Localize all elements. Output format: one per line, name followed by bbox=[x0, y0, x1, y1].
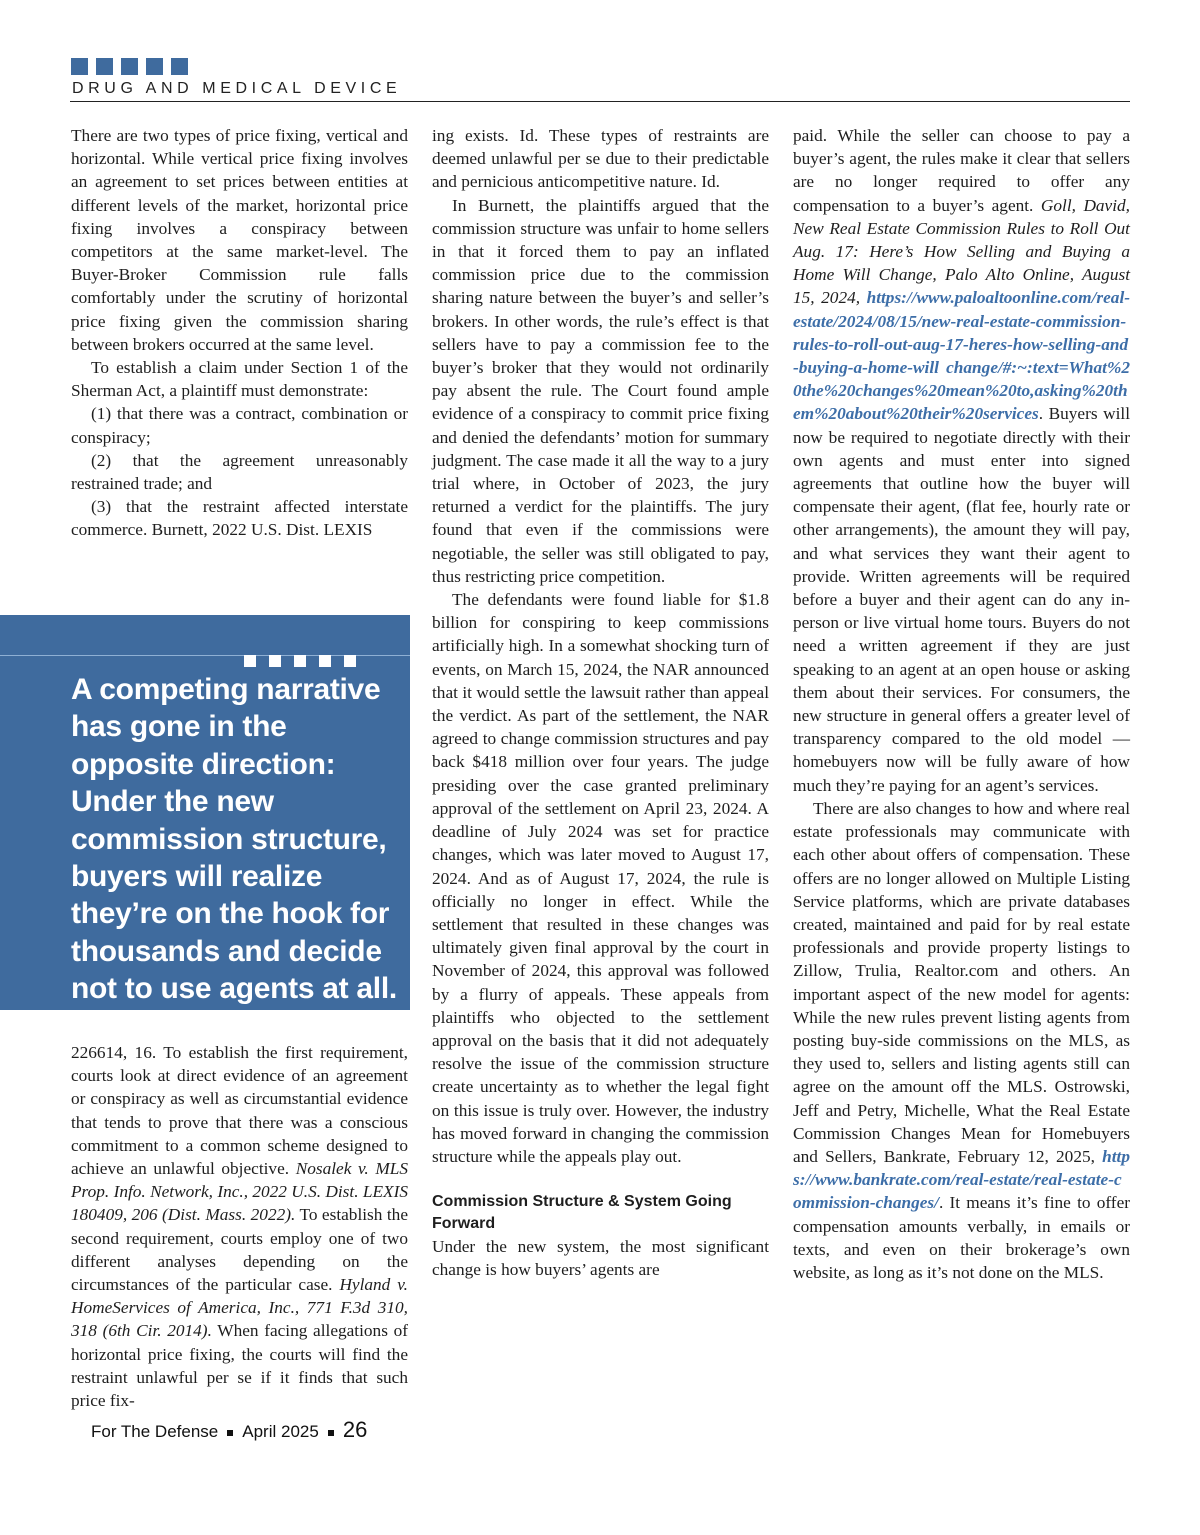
text: When facing allegations of horizontal price fixing, the courts will find the restraint unlawful per se if it finds that such price fix- bbox=[71, 1321, 408, 1411]
case-citation: Nosalek v. MLS Prop. Info. Network, Inc., 2022 U.S. Dist. LEXIS 180409, 206 (Dist. Mass. 2022). bbox=[71, 1159, 408, 1225]
citation-link[interactable]: https://www.paloaltoonline.com/real-estate/2024/08/15/new-real-estate-commission-rules-to-roll-out-aug-17-heres-how-selling-and-buying-a-home-will change/#:~:text=What%20the%20changes%20mean%20to,asking%20them%20about%20their%20services bbox=[793, 288, 1130, 424]
text: To establish the second requirement, courts employ one of two different analyses depending on the circumstances of the particular case. bbox=[71, 1205, 408, 1295]
header-square bbox=[96, 58, 113, 75]
paragraph: The defendants were found liable for $1.8 billion for conspiring to keep commissions artificially high. In a somewhat shocking turn of events, on March 15, 2024, the NAR announced that it would settle the lawsuit rather than appeal the verdict. As part of the settlement, the NAR agreed to change commission structures and pay back $418 million over four years. The judge presiding over the case granted preliminary approval of the settlement on April 23, 2024. A deadline of July 2024 was set for practice changes, which was later moved to August 17, 2024. And as of August 17, 2024, the rule is officially no longer in effect. While the settlement that resulted in these changes was ultimately given final approval by the court in November of 2024, this approval was followed by a flurry of appeals. These appeals from plaintiffs who objected to the settlement approval on the basis that it did not adequately resolve the issue of the commission structure create uncertainty as to whether the legal fight on this issue is truly over. However, the industry has moved forward in changing the commission structure while the appeals play out. bbox=[432, 590, 769, 1166]
header-square bbox=[146, 58, 163, 75]
pull-quote-square bbox=[244, 655, 256, 667]
header-rule bbox=[70, 101, 1130, 102]
header-square bbox=[121, 58, 138, 75]
paragraph: There are two types of price fixing, vertical and horizontal. While vertical price fixing involves an agreement to set prices between entities at different levels of the market, horizontal price fixing involves a conspiracy between competitors at the same market-level. The Buyer-Broker Commission rule falls comfortably under the scrutiny of horizontal price fixing given the commission sharing between brokers occurred at the same level. bbox=[71, 126, 408, 354]
pull-quote-square bbox=[269, 655, 281, 667]
pull-quote-square bbox=[319, 655, 331, 667]
case-citation: Hyland v. HomeServices of America, Inc., 771 F.3d 310, 318 (6th Cir. 2014). bbox=[71, 1275, 408, 1341]
paragraph: In Burnett, the plaintiffs argued that the commission structure was unfair to home sellers in that it forced them to pay an inflated commission price due to the commission sharing nature between the buyer’s and seller’s brokers. In other words, the rule’s effect is that sellers have to pay a commission fee to the buyer’s broker that they would not ordinarily pay absent the rule. The Court found ample evidence of a conspiracy to commit price fixing and denied the defendants’ motion for summary judgment. The case made it all the way to a jury trial where, in October of 2023, the jury returned a verdict for the plaintiffs. The jury found that even if the commissions were negotiable, the seller was still obligated to pay, thus restricting price competition. bbox=[432, 195, 769, 586]
text: 226614, 16. To establish the first requirement, courts look at direct evidence of an agreement or conspiracy as well as circumstantial evidence that tends to prove that there was a conscious commitment to a common scheme designed to achieve an unlawful objective. bbox=[71, 1043, 408, 1179]
paragraph bbox=[793, 124, 1130, 797]
issue-date: April 2025 bbox=[242, 1422, 319, 1441]
section-label: DRUG AND MEDICAL DEVICE bbox=[72, 80, 402, 97]
column-2 bbox=[432, 124, 769, 1282]
column-1-top bbox=[71, 124, 408, 542]
publication-name: For The Defense bbox=[91, 1422, 219, 1441]
paragraph bbox=[71, 1041, 408, 1412]
paragraph: (1) that there was a contract, combination or conspiracy; bbox=[71, 404, 408, 447]
bullet-separator bbox=[227, 1430, 233, 1436]
page-number: 26 bbox=[342, 1417, 368, 1442]
section-heading: Commission Structure & System Going Forward bbox=[432, 1193, 732, 1233]
paragraph: ing exists. Id. These types of restraints are deemed unlawful per se due to their predictable and pernicious anticompetitive nature. Id. bbox=[432, 126, 769, 192]
paragraph: To establish a claim under Section 1 of the Sherman Act, a plaintiff must demonstrate: bbox=[71, 358, 408, 401]
pull-quote-square bbox=[344, 655, 356, 667]
bullet-separator bbox=[328, 1430, 334, 1436]
text: . Buyers will now be required to negotiate directly with their own agents and must enter into signed agreements that outline how the buyer will compensate their agent, (flat fee, hourly rate or other arrangements), the amount they will pay, and what services they want their agent to provide. Written agreements will be required before a buyer and their agent can do any in-person or live virtual home tours. Buyers do not need a written agreement if they are just speaking to an agent at an open house or asking them about their services. For consumers, the new structure in general offers a greater level of transparency compared to the old model — homebuyers now will be fully aware of how much they’re paying for an agent’s services. bbox=[793, 404, 1130, 795]
text: There are also changes to how and where real estate professionals may communicate with each other about offers of compensation. These offers are no longer allowed on Multiple Listing Service platforms, which are private databases created, maintained and paid for by real estate professionals and provide property listings to Zillow, Trulia, Realtor.com and others. An important aspect of the new model for agents: While the new rules prevent listing agents from posting buy-side commissions on the MLS, as they used to, sellers and listing agents still can agree on the amount off the MLS. Ostrowski, Jeff and Petry, Michelle, What the Real Estate Commission Changes Mean for Homebuyers and Sellers, Bankrate, February 12, 2025, bbox=[793, 798, 1130, 1166]
header-square bbox=[171, 58, 188, 75]
citation-link[interactable]: https://www.bankrate.com/real-estate/real-estate-commission-changes/ bbox=[793, 1146, 1130, 1213]
text: . It means it’s fine to offer compensation amounts verbally, in emails or texts, and even on their brokerage’s own website, as long as it’s not done on the MLS. bbox=[793, 1193, 1130, 1282]
paragraph: (2) that the agreement unreasonably restrained trade; and bbox=[71, 450, 408, 494]
text: paid. While the seller can choose to pay a buyer’s agent, the rules make it clear that sellers are no longer required to offer any compensation to a buyer’s agent. bbox=[793, 126, 1130, 215]
paragraph bbox=[793, 797, 1130, 1284]
column-1-bottom bbox=[71, 1041, 408, 1412]
pull-quote-text: A competing narrative has gone in the opposite direction: Under the new commission structure, buyers will realize they’re on the hook for thousands and decide not to use agents at all. bbox=[71, 673, 397, 1006]
page-footer bbox=[91, 1417, 367, 1443]
column-3 bbox=[793, 124, 1130, 1284]
article-citation: Goll, David, New Real Estate Commission Rules to Roll Out Aug. 17: Here’s How Selling and Buying a Home Will Change, Palo Alto Online, August 15, 2024, bbox=[793, 195, 1130, 308]
paragraph: Under the new system, the most significant change is how buyers’ agents are bbox=[432, 1237, 769, 1280]
pull-quote-square bbox=[294, 655, 306, 667]
paragraph: (3) that the restraint affected interstate commerce. Burnett, 2022 U.S. Dist. LEXIS bbox=[71, 497, 408, 540]
pull-quote-box bbox=[0, 615, 410, 1010]
header-square bbox=[71, 58, 88, 75]
